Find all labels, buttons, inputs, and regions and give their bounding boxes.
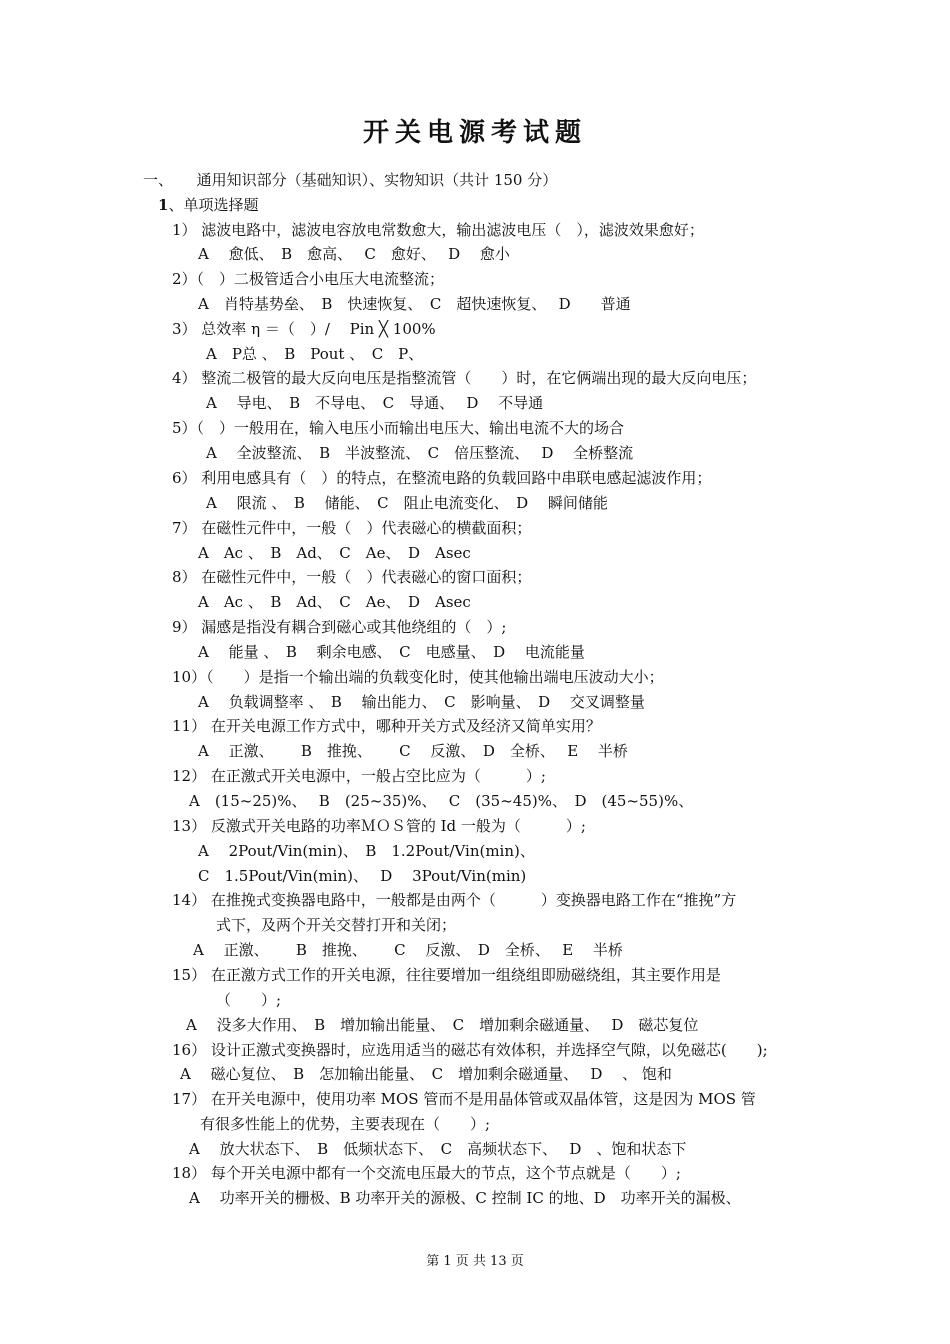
answer-line: A P总 、 B Pout 、 C P、 (206, 345, 424, 363)
answer-line: A 愈低、 B 愈高、 C 愈好、 D 愈小 (198, 245, 510, 263)
question-line: 5）（ ）一般用在，输入电压小而输出电压大、输出电流不大的场合 (172, 419, 625, 437)
subsection-heading (158, 195, 258, 215)
question-line: 12） 在正激式开关电源中，一般占空比应为（ ）; (172, 767, 546, 785)
answer-line: A Ac 、 B Ad、 C Ae、 D Asec (198, 544, 471, 562)
answer-line: A 放大状态下、 B 低频状态下、 C 高频状态下、 D 、饱和状态下 (189, 1140, 687, 1158)
question-line: 1） 滤波电路中，滤波电容放电常数愈大，输出滤波电压（ ），滤波效果愈好； (172, 221, 704, 239)
question-line: 9） 漏感是指没有耦合到磁心或其他绕组的（ ）; (172, 618, 507, 636)
answer-line: A 2Pout/Vin(min)、 B 1.2Pout/Vin(min)、 (198, 842, 535, 860)
question-line: 3） 总效率 η ＝（ ）/ Pin ╳ 100% (172, 320, 436, 338)
section-text: 通用知识部分（基础知识）、实物知识（共计 150 分） (196, 171, 558, 189)
answer-line: A (15~25)%、 B (25~35)%、 C (35~45)%、 D (45~55)%、 (189, 792, 694, 810)
subsection-number: 1 (158, 196, 169, 214)
question-line-cont: （ ）; (216, 991, 282, 1009)
question-line: 2）（ ）二极管适合小电压大电流整流； (172, 270, 445, 288)
section-heading (143, 170, 557, 190)
page-footer: 第 1 页 共 13 页 (426, 1254, 524, 1269)
answer-line: A Ac 、 B Ad、 C Ae、 D Asec (198, 593, 471, 611)
question-line: 10）（ ）是指一个输出端的负载变化时，使其他输出端电压波动大小； (172, 668, 664, 686)
answer-line: A 正激、 B 推挽、 C 反激、 D 全桥、 E 半桥 (193, 941, 623, 959)
page-title: 开关电源考试题 (362, 118, 587, 148)
question-line: 6） 利用电感具有（ ）的特点，在整流电路的负载回路中串联电感起滤波作用； (172, 469, 712, 487)
answer-line: A 全波整流、 B 半波整流、 C 倍压整流、 D 全桥整流 (206, 444, 634, 462)
question-line: 8） 在磁性元件中，一般（ ）代表磁心的窗口面积； (172, 568, 532, 586)
section-number: 一、 (143, 171, 174, 189)
subsection-text: 、单项选择题 (168, 196, 259, 214)
question-line: 16） 设计正激式变换器时，应选用适当的磁芯有效体积，并选择空气隙，以免磁芯( ); (172, 1041, 768, 1059)
question-line: 17） 在开关电源中，使用功率 MOS 管而不是用晶体管或双晶体管，这是因为 MOS 管 (172, 1090, 756, 1108)
question-line: 7） 在磁性元件中，一般（ ）代表磁心的横截面积； (172, 519, 532, 537)
answer-line: A 磁心复位、 B 怎加输出能量、 C 增加剩余磁通量、 D 、 饱和 (180, 1065, 672, 1083)
question-line-cont: 有很多性能上的优势，主要表现在（ ）; (200, 1115, 491, 1133)
answer-line: A 限流 、 B 储能、 C 阻止电流变化、 D 瞬间储能 (206, 494, 608, 512)
question-line: 4） 整流二极管的最大反向电压是指整流管（ ）时，在它俩端出现的最大反向电压； (172, 369, 757, 387)
answer-line: C 1.5Pout/Vin(min)、 D 3Pout/Vin(min) (198, 867, 527, 885)
question-line: 18） 每个开关电源中都有一个交流电压最大的节点，这个节点就是（ ）; (172, 1164, 681, 1182)
question-line-cont: 式下，及两个开关交替打开和关闭； (216, 916, 457, 934)
question-line: 13） 反激式开关电路的功率ＭＯＳ管的 Id 一般为（ ）; (172, 817, 586, 835)
answer-line: A 功率开关的栅极、B 功率开关的源极、C 控制 IC 的地、D 功率开关的漏极、 (189, 1189, 741, 1207)
answer-line: A 肖特基势垒、 B 快速恢复、 C 超快速恢复、 D 普通 (198, 295, 631, 313)
answer-line: A 能量 、 B 剩余电感、 C 电感量、 D 电流能量 (198, 643, 585, 661)
answer-line: A 导电、 B 不导电、 C 导通、 D 不导通 (206, 394, 544, 412)
question-line: 14） 在推挽式变换器电路中，一般都是由两个（ ）变换器电路工作在“推挽”方 (172, 891, 737, 909)
question-line: 15） 在正激方式工作的开关电源，往往要增加一组绕组即励磁绕组，其主要作用是 (172, 966, 721, 984)
answer-line: A 没多大作用、 B 增加输出能量、 C 增加剩余磁通量、 D 磁芯复位 (186, 1016, 699, 1034)
answer-line: A 正激、 B 推挽、 C 反激、 D 全桥、 E 半桥 (198, 742, 628, 760)
answer-line: A 负载调整率 、 B 输出能力、 C 影响量、 D 交叉调整量 (198, 693, 645, 711)
question-line: 11） 在开关电源工作方式中，哪种开关方式及经济又简单实用？ (172, 717, 601, 735)
